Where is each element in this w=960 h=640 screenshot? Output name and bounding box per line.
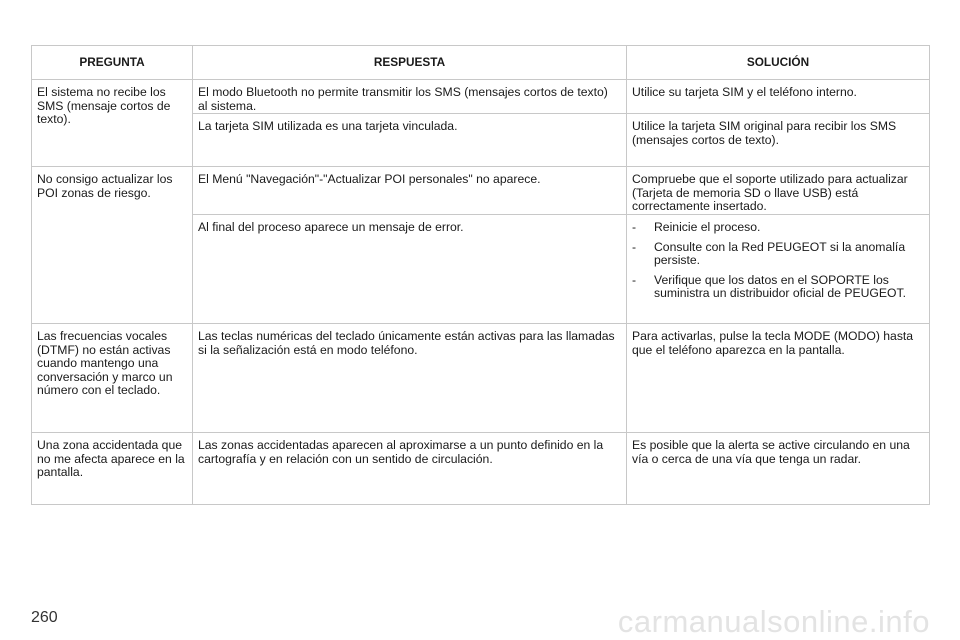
header-solution: SOLUCIÓN [627,46,930,80]
list-item: - Consulte con la Red PEUGEOT si la anomalía persiste. [632,239,906,268]
table-row [32,323,930,432]
table-row [32,432,930,504]
table-row [32,80,930,114]
question-cell: El sistema no recibe los SMS (mensaje cortos de texto). [32,80,193,167]
answer-cell: El Menú "Navegación"-"Actualizar POI personales" no aparece. [193,167,627,215]
question-cell: No consigo actualizar los POI zonas de riesgo. [32,167,193,324]
answer-cell: El modo Bluetooth no permite transmitir los SMS (mensajes cortos de texto) al sistema. [193,80,627,114]
table-row [32,167,930,215]
answer-cell: La tarjeta SIM utilizada es una tarjeta vinculada. [193,114,627,167]
answer-cell: Las teclas numéricas del teclado únicamente están activas para las llamadas si la señalización está en modo teléfono. [193,323,627,432]
solution-cell: Es posible que la alerta se active circulando en una vía o cerca de una vía que tenga un radar. [627,432,930,504]
solution-cell: Utilice su tarjeta SIM y el teléfono interno. [627,80,930,114]
question-cell: Las frecuencias vocales (DTMF) no están activas cuando mantengo una conversación y marco un número con el teclado. [32,323,193,432]
page-number: 260 [31,609,58,626]
table-header-row [32,46,930,80]
solution-cell: Compruebe que el soporte utilizado para actualizar (Tarjeta de memoria SD o llave USB) está correctamente insertado. [627,167,930,215]
list-item: - Verifique que los datos en el SOPORTE los suministra un distribuidor oficial de PEUGEOT. [632,272,906,301]
watermark: carmanualsonline.info [617,604,930,639]
header-question: PREGUNTA [32,46,193,80]
header-answer: RESPUESTA [193,46,627,80]
answer-cell: Al final del proceso aparece un mensaje de error. [193,214,627,323]
solution-cell [627,214,930,323]
answer-cell: Las zonas accidentadas aparecen al aproximarse a un punto definido en la cartografía y en relación con un sentido de circulación. [193,432,627,504]
solution-list [632,221,923,301]
troubleshooting-table [31,45,930,505]
question-cell: Una zona accidentada que no me afecta aparece en la pantalla. [32,432,193,504]
solution-cell: Para activarlas, pulse la tecla MODE (MODO) hasta que el teléfono aparezca en la pantalla. [627,323,930,432]
list-item: - Reinicie el proceso. [632,219,761,234]
solution-cell: Utilice la tarjeta SIM original para recibir los SMS (mensajes cortos de texto). [627,114,930,167]
